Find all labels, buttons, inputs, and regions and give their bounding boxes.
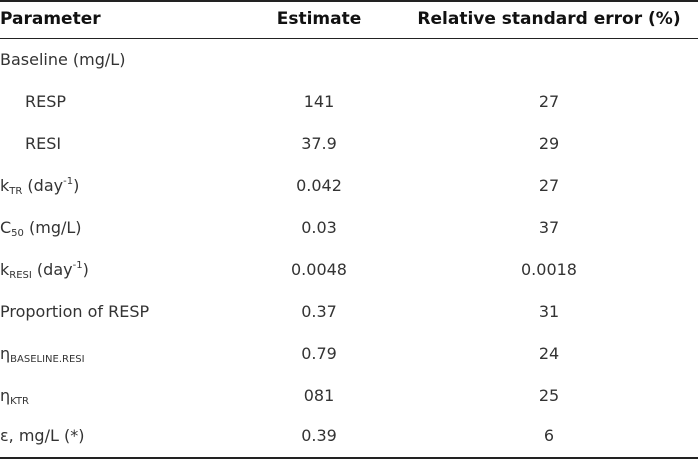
header-estimate: Estimate (276, 9, 362, 29)
row-rse: 0.0018 (521, 260, 577, 279)
param-subscript: KTR (10, 396, 29, 407)
table-row (0, 81, 698, 123)
param-superscript: -1 (72, 260, 83, 271)
row-estimate: 141 (303, 92, 335, 111)
row-rse: 27 (538, 176, 560, 195)
row-rse: 6 (543, 426, 555, 445)
row-parameter: Proportion of RESP (0, 302, 150, 321)
header-parameter: Parameter (0, 9, 101, 29)
param-close: ) (73, 176, 80, 195)
table-row (0, 123, 698, 165)
row-estimate: 0.0048 (291, 260, 347, 279)
row-parameter (0, 333, 85, 375)
row-estimate: 37.9 (301, 134, 337, 153)
table-row (0, 39, 698, 81)
header-rse: Relative standard error (%) (417, 9, 681, 29)
row-rse: 25 (538, 386, 560, 405)
param-unit: (day (22, 176, 64, 195)
table-row (0, 249, 698, 291)
table-bottom-rule (0, 457, 698, 459)
row-estimate: 0.042 (296, 176, 342, 195)
table-row (0, 207, 698, 249)
param-symbol: η (0, 386, 11, 405)
param-unit: (mg/L) (23, 218, 82, 237)
row-parameter: Baseline (mg/L) (0, 50, 126, 69)
row-parameter (0, 207, 82, 249)
param-unit: (day (31, 260, 73, 279)
row-estimate: 0.39 (301, 426, 337, 445)
row-parameter: RESI (25, 134, 62, 153)
row-parameter (0, 249, 89, 291)
table-row (0, 165, 698, 207)
row-parameter (0, 375, 29, 417)
row-parameter: RESP (25, 92, 67, 111)
param-subscript: RESI (9, 270, 32, 281)
row-parameter: ε, mg/L (*) (0, 426, 85, 445)
param-subscript: BASELINE.RESI (10, 354, 85, 365)
row-rse: 24 (538, 344, 560, 363)
row-rse: 29 (538, 134, 560, 153)
param-symbol: η (0, 344, 11, 363)
row-estimate: 0.03 (301, 218, 337, 237)
param-symbol: C (0, 218, 12, 237)
row-rse: 37 (538, 218, 560, 237)
param-symbol: k (0, 260, 10, 279)
row-rse: 27 (538, 92, 560, 111)
row-parameter (0, 165, 79, 207)
table-row (0, 333, 698, 375)
table-row (0, 291, 698, 333)
param-subscript: TR (9, 186, 23, 197)
row-rse: 31 (538, 302, 560, 321)
table-row (0, 415, 698, 457)
row-estimate: 0.79 (301, 344, 337, 363)
row-estimate: 081 (303, 386, 335, 405)
param-subscript: 50 (11, 228, 24, 239)
param-symbol: k (0, 176, 10, 195)
param-close: ) (82, 260, 89, 279)
table-row (0, 375, 698, 417)
param-superscript: -1 (63, 176, 74, 187)
row-estimate: 0.37 (301, 302, 337, 321)
